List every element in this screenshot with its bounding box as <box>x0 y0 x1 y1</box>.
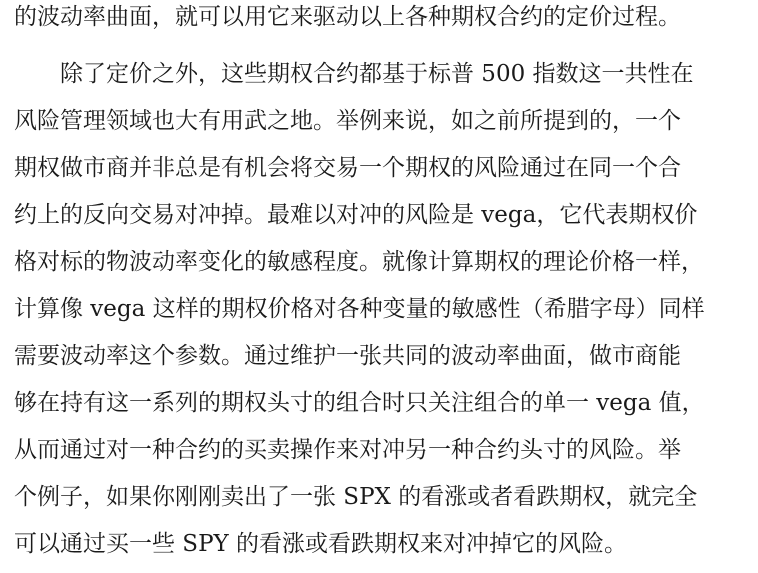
text-line: 从而通过对一种合约的买卖操作来对冲另一种合约头寸的风险。举 <box>14 437 681 463</box>
text-line: 需要波动率这个参数。通过维护一张共同的波动率曲面，做市商能 <box>14 343 681 369</box>
text-line: 期权做市商并非总是有机会将交易一个期权的风险通过在同一个合 <box>14 155 681 181</box>
paragraph-first-line: 除了定价之外，这些期权合约都基于标普 500 指数这一共性在 <box>60 61 694 87</box>
text-line: 格对标的物波动率变化的敏感程度。就像计算期权的理论价格一样， <box>14 249 704 275</box>
text-line: 约上的反向交易对冲掉。最难以对冲的风险是 vega，它代表期权价 <box>14 202 698 228</box>
text-line: 计算像 vega 这样的期权价格对各种变量的敏感性（希腊字母）同样 <box>14 296 705 322</box>
text-line: 风险管理领域也大有用武之地。举例来说，如之前所提到的，一个 <box>14 108 681 134</box>
text-line: 个例子，如果你刚刚卖出了一张 SPX 的看涨或者看跌期权，就完全 <box>14 484 698 510</box>
text-line: 够在持有这一系列的期权头寸的组合时只关注组合的单一 vega 值， <box>14 390 705 416</box>
text-line: 的波动率曲面，就可以用它来驱动以上各种期权合约的定价过程。 <box>14 4 681 30</box>
text-line: 可以通过买一些 SPY 的看涨或看跌期权来对冲掉它的风险。 <box>14 531 628 557</box>
